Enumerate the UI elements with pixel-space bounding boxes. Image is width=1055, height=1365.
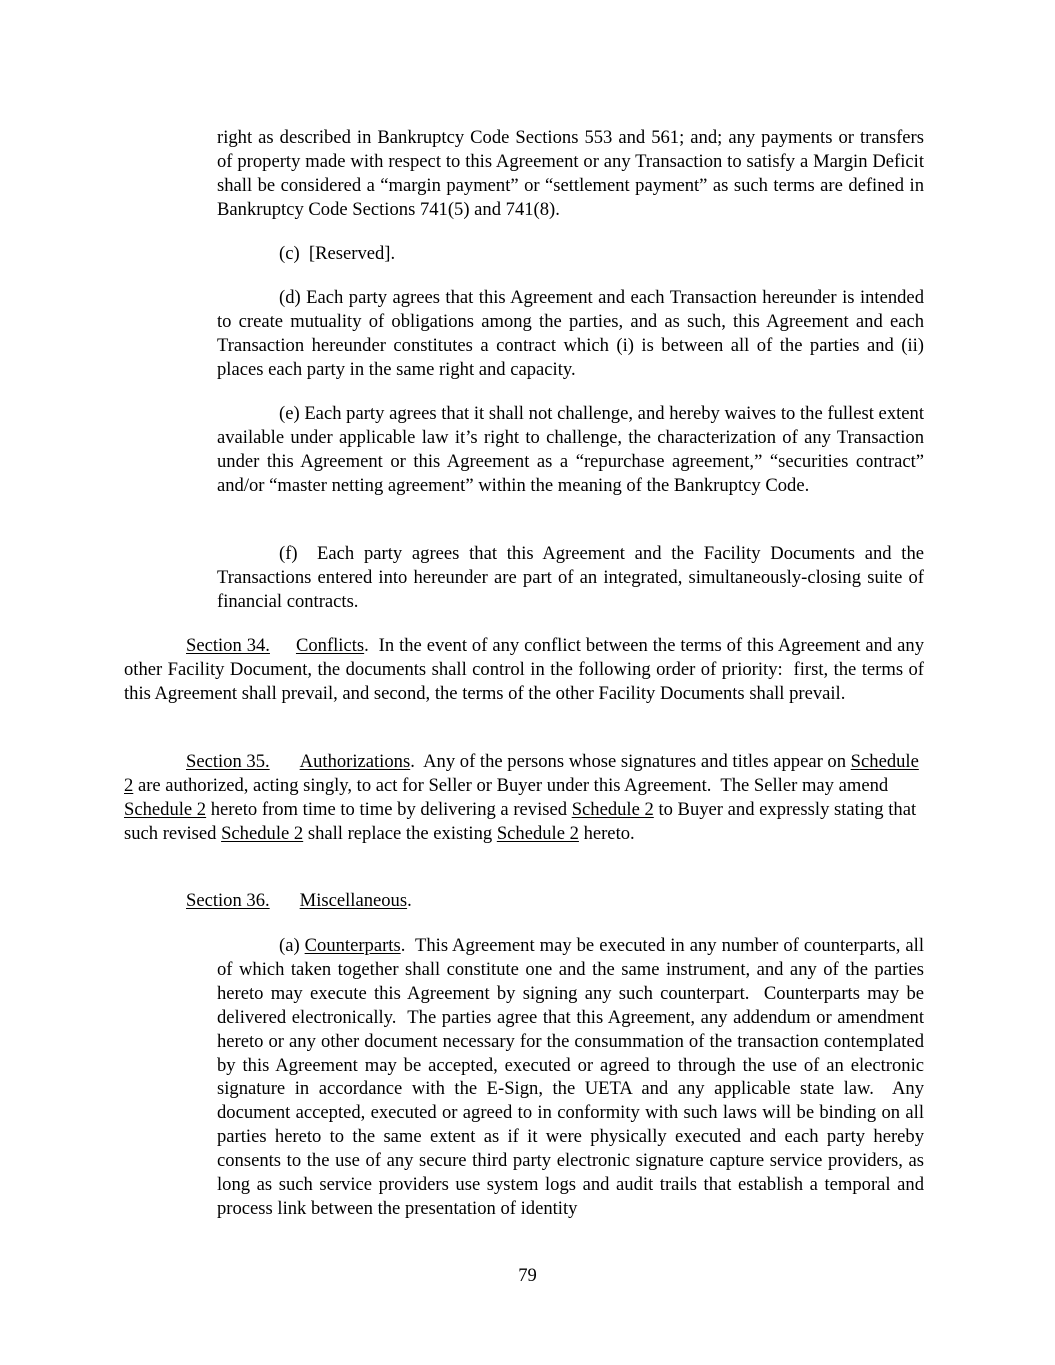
paragraph-d-mutuality: (d) Each party agrees that this Agreement and each Transaction hereunder is intended to create mutuality of obligations among the parties, and as such, this Agreement and each Transaction hereunder constitutes a contract which (i) is between all of the parties and (ii) places each party in the same right and capacity. (217, 287, 924, 380)
paragraph-e-characterization: (e) Each party agrees that it shall not challenge, and hereby waives to the fullest extent available under applicable law it’s right to challenge, the characterization of any Transaction under this Agreement or this Agreement as a “repurchase agreement,” “securities contract” and/or “master netting agreement” within the meaning of the Bankruptcy Code. (217, 403, 924, 496)
section-35-title: Authorizations (299, 751, 411, 772)
section-34-number: Section 34. (186, 635, 270, 656)
paragraph-f-integrated-contracts: (f) Each party agrees that this Agreement and the Facility Documents and the Transactions entered into hereunder are part of an integrated, simultaneously-closing suite of financial contracts. (217, 543, 924, 612)
section-36-miscellaneous (124, 889, 924, 913)
schedule-2-ref-2: Schedule 2 (124, 798, 207, 820)
section-34-conflicts (124, 634, 924, 706)
section-34-body: In the event of any conflict between the terms of this Agreement and any other Facility Document, the documents shall control in the following order of priority: first, the terms of this Agreement shall prevail, and second, the terms of the other Facility Documents shall prevail. (124, 635, 924, 704)
paragraph-c-reserved: (c) [Reserved]. (279, 243, 396, 264)
schedule-2-ref-1: Schedule 2 (124, 751, 919, 796)
section-36-number: Section 36. (186, 890, 270, 911)
schedule-2-ref-5: Schedule 2 (496, 822, 579, 844)
section-35-text-3: hereto from time to time by delivering a revised (206, 798, 572, 820)
section-36-title-punct: . (407, 890, 412, 911)
schedule-2-ref-3: Schedule 2 (571, 798, 654, 820)
section-36-title: Miscellaneous (299, 890, 408, 911)
section-35-number: Section 35. (186, 751, 270, 772)
paragraph-a-title: Counterparts (304, 935, 401, 956)
schedule-2-ref-4: Schedule 2 (221, 822, 304, 844)
section-35-text-2: are authorized, acting singly, to act for Seller or Buyer under this Agreement. The Seller may amend (133, 774, 889, 796)
section-34-title: Conflicts (295, 635, 365, 656)
section-35-text-1: . Any of the persons whose signatures and titles appear on (410, 751, 851, 772)
section-35-text-6: hereto. (578, 822, 635, 844)
paragraph-a-body: . This Agreement may be executed in any number of counterparts, all of which taken together shall constitute one and the same instrument, and any of the parties hereto may execute this Agreement by signing any such counterpart. Counterparts may be delivered electronically. The parties agree that this Agreement, any addendum or amendment hereto or any other document necessary for the consummation of the transaction contemplated by this Agreement may be accepted, executed or agreed to through the use of an electronic signature in accordance with the E-Sign, the UETA and any applicable state law. Any document accepted, executed or agreed to in conformity with such laws will be binding on all parties hereto to the same extent as if it were physically executed and each party hereby consents to the use of any secure third party electronic signature capture service providers, as long as such service providers use system logs and audit trails that establish a temporal and process link between the presentation of identity (217, 935, 924, 1219)
section-35-authorizations (124, 750, 924, 846)
section-35-text-5: shall replace the existing (303, 822, 497, 844)
paragraph-bankruptcy-continuation: right as described in Bankruptcy Code Sections 553 and 561; and; any payments or transfers of property made with respect to this Agreement or any Transaction to satisfy a Margin Deficit shall be considered a “margin payment” or “settlement payment” as such terms are defined in Bankruptcy Code Sections 741(5) and 741(8). (217, 127, 924, 220)
section-35-text-4: to Buyer and expressly stating that such revised (124, 798, 917, 844)
paragraph-a-counterparts (217, 934, 924, 1221)
paragraph-a-label: (a) (279, 935, 305, 956)
page-number: 79 (518, 1265, 537, 1286)
section-34-title-punct: . (364, 635, 369, 656)
